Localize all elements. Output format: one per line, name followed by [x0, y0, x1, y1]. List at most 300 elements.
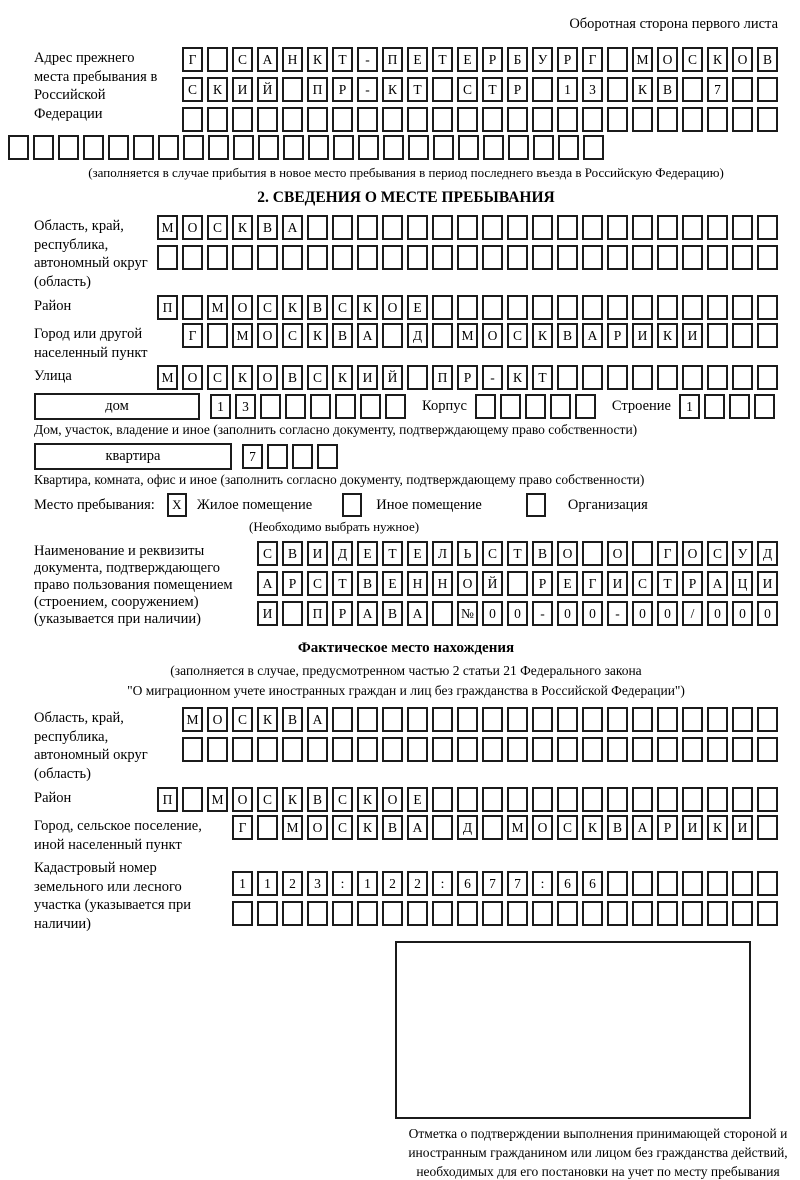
char-cell[interactable]	[582, 707, 603, 732]
char-cell[interactable]	[307, 215, 328, 240]
char-cell[interactable]	[307, 737, 328, 762]
char-cell[interactable]	[550, 394, 571, 419]
char-cell[interactable]: В	[257, 215, 278, 240]
char-cell[interactable]: О	[657, 47, 678, 72]
char-cell[interactable]: С	[207, 365, 228, 390]
char-cell[interactable]: Ь	[457, 541, 478, 566]
char-cell[interactable]: 0	[707, 601, 728, 626]
char-cell[interactable]: 0	[657, 601, 678, 626]
char-cell[interactable]	[332, 215, 353, 240]
char-cell[interactable]	[507, 295, 528, 320]
char-cell[interactable]: Т	[382, 541, 403, 566]
char-cell[interactable]: К	[507, 365, 528, 390]
char-cell[interactable]: 1	[232, 871, 253, 896]
char-cell[interactable]: С	[257, 541, 278, 566]
checkbox-organization[interactable]	[526, 493, 546, 517]
char-cell[interactable]	[482, 901, 503, 926]
char-cell[interactable]: В	[607, 815, 628, 840]
char-cell[interactable]	[357, 107, 378, 132]
char-cell[interactable]	[732, 107, 753, 132]
char-cell[interactable]: С	[682, 47, 703, 72]
char-cell[interactable]	[432, 815, 453, 840]
char-cell[interactable]: Д	[757, 541, 778, 566]
char-cell[interactable]	[682, 871, 703, 896]
char-cell[interactable]	[632, 787, 653, 812]
char-cell[interactable]: -	[482, 365, 503, 390]
char-cell[interactable]	[657, 737, 678, 762]
char-cell[interactable]	[557, 737, 578, 762]
char-cell[interactable]	[267, 444, 288, 469]
char-cell[interactable]	[682, 707, 703, 732]
char-cell[interactable]	[632, 541, 653, 566]
char-cell[interactable]: М	[207, 295, 228, 320]
char-cell[interactable]: Й	[257, 77, 278, 102]
char-cell[interactable]	[457, 707, 478, 732]
char-cell[interactable]	[332, 737, 353, 762]
char-cell[interactable]	[482, 737, 503, 762]
char-cell[interactable]: Н	[407, 571, 428, 596]
char-cell[interactable]	[632, 871, 653, 896]
char-cell[interactable]	[707, 365, 728, 390]
char-cell[interactable]: С	[257, 295, 278, 320]
char-cell[interactable]	[682, 245, 703, 270]
char-cell[interactable]	[282, 737, 303, 762]
char-cell[interactable]: М	[157, 365, 178, 390]
char-cell[interactable]	[582, 107, 603, 132]
char-cell[interactable]: К	[707, 815, 728, 840]
char-cell[interactable]	[182, 787, 203, 812]
char-cell[interactable]: О	[607, 541, 628, 566]
char-cell[interactable]: Т	[432, 47, 453, 72]
char-cell[interactable]	[507, 571, 528, 596]
char-cell[interactable]	[632, 295, 653, 320]
char-cell[interactable]	[157, 245, 178, 270]
char-cell[interactable]	[707, 245, 728, 270]
char-cell[interactable]: А	[257, 47, 278, 72]
char-cell[interactable]: 1	[257, 871, 278, 896]
char-cell[interactable]	[525, 394, 546, 419]
char-cell[interactable]	[383, 135, 404, 160]
char-cell[interactable]: И	[232, 77, 253, 102]
char-cell[interactable]: С	[232, 707, 253, 732]
char-cell[interactable]: А	[582, 323, 603, 348]
char-cell[interactable]	[83, 135, 104, 160]
char-cell[interactable]: 1	[357, 871, 378, 896]
char-cell[interactable]	[332, 901, 353, 926]
char-cell[interactable]: О	[532, 815, 553, 840]
char-cell[interactable]: С	[207, 215, 228, 240]
char-cell[interactable]: О	[232, 787, 253, 812]
char-cell[interactable]	[357, 737, 378, 762]
char-cell[interactable]: 0	[507, 601, 528, 626]
char-cell[interactable]: Ц	[732, 571, 753, 596]
char-cell[interactable]	[407, 737, 428, 762]
char-cell[interactable]	[757, 295, 778, 320]
char-cell[interactable]	[757, 77, 778, 102]
char-cell[interactable]: И	[607, 571, 628, 596]
char-cell[interactable]: Е	[557, 571, 578, 596]
char-cell[interactable]	[532, 737, 553, 762]
char-cell[interactable]: О	[382, 295, 403, 320]
char-cell[interactable]	[357, 901, 378, 926]
char-cell[interactable]	[532, 787, 553, 812]
char-cell[interactable]: Т	[532, 365, 553, 390]
char-cell[interactable]: О	[257, 365, 278, 390]
char-cell[interactable]: А	[257, 571, 278, 596]
char-cell[interactable]	[407, 107, 428, 132]
char-cell[interactable]	[257, 245, 278, 270]
char-cell[interactable]	[757, 871, 778, 896]
char-cell[interactable]	[232, 107, 253, 132]
char-cell[interactable]: О	[257, 323, 278, 348]
char-cell[interactable]	[558, 135, 579, 160]
char-cell[interactable]	[507, 787, 528, 812]
char-cell[interactable]: :	[532, 871, 553, 896]
char-cell[interactable]: Р	[332, 77, 353, 102]
char-cell[interactable]	[432, 323, 453, 348]
char-cell[interactable]: М	[232, 323, 253, 348]
char-cell[interactable]	[532, 215, 553, 240]
char-cell[interactable]: Т	[332, 571, 353, 596]
char-cell[interactable]	[557, 107, 578, 132]
char-cell[interactable]: :	[332, 871, 353, 896]
char-cell[interactable]	[607, 47, 628, 72]
char-cell[interactable]: Р	[282, 571, 303, 596]
char-cell[interactable]	[754, 394, 775, 419]
char-cell[interactable]	[732, 787, 753, 812]
char-cell[interactable]: Д	[407, 323, 428, 348]
char-cell[interactable]: 7	[242, 444, 263, 469]
char-cell[interactable]: Г	[582, 571, 603, 596]
char-cell[interactable]: У	[532, 47, 553, 72]
char-cell[interactable]: Г	[232, 815, 253, 840]
char-cell[interactable]	[507, 901, 528, 926]
char-cell[interactable]	[532, 107, 553, 132]
char-cell[interactable]: Т	[507, 541, 528, 566]
char-cell[interactable]	[432, 601, 453, 626]
char-cell[interactable]	[482, 787, 503, 812]
char-cell[interactable]	[707, 323, 728, 348]
char-cell[interactable]	[582, 737, 603, 762]
char-cell[interactable]	[507, 707, 528, 732]
char-cell[interactable]: Е	[357, 541, 378, 566]
char-cell[interactable]: Е	[407, 295, 428, 320]
char-cell[interactable]	[657, 245, 678, 270]
char-cell[interactable]: М	[632, 47, 653, 72]
char-cell[interactable]: Т	[332, 47, 353, 72]
checkbox-residential[interactable]: X	[167, 493, 187, 517]
char-cell[interactable]	[607, 787, 628, 812]
char-cell[interactable]	[582, 295, 603, 320]
char-cell[interactable]	[407, 901, 428, 926]
char-cell[interactable]	[332, 107, 353, 132]
char-cell[interactable]	[500, 394, 521, 419]
char-cell[interactable]	[432, 107, 453, 132]
char-cell[interactable]	[732, 295, 753, 320]
char-cell[interactable]: 3	[582, 77, 603, 102]
char-cell[interactable]: 1	[679, 394, 700, 419]
char-cell[interactable]: С	[507, 323, 528, 348]
char-cell[interactable]: С	[632, 571, 653, 596]
char-cell[interactable]: 1	[210, 394, 231, 419]
char-cell[interactable]: Н	[282, 47, 303, 72]
char-cell[interactable]	[583, 135, 604, 160]
char-cell[interactable]: В	[757, 47, 778, 72]
char-cell[interactable]	[707, 107, 728, 132]
char-cell[interactable]: И	[757, 571, 778, 596]
char-cell[interactable]	[407, 707, 428, 732]
char-cell[interactable]	[532, 901, 553, 926]
char-cell[interactable]	[308, 135, 329, 160]
char-cell[interactable]	[657, 901, 678, 926]
char-cell[interactable]: В	[382, 601, 403, 626]
char-cell[interactable]	[607, 295, 628, 320]
char-cell[interactable]: О	[482, 323, 503, 348]
char-cell[interactable]: 0	[557, 601, 578, 626]
char-cell[interactable]: П	[307, 77, 328, 102]
char-cell[interactable]	[182, 107, 203, 132]
char-cell[interactable]: №	[457, 601, 478, 626]
char-cell[interactable]: А	[707, 571, 728, 596]
char-cell[interactable]	[432, 245, 453, 270]
char-cell[interactable]	[183, 135, 204, 160]
char-cell[interactable]	[432, 737, 453, 762]
char-cell[interactable]: П	[157, 787, 178, 812]
char-cell[interactable]	[475, 394, 496, 419]
char-cell[interactable]	[282, 107, 303, 132]
char-cell[interactable]	[433, 135, 454, 160]
char-cell[interactable]	[682, 295, 703, 320]
char-cell[interactable]: О	[557, 541, 578, 566]
char-cell[interactable]	[682, 215, 703, 240]
char-cell[interactable]	[432, 215, 453, 240]
char-cell[interactable]	[508, 135, 529, 160]
char-cell[interactable]	[632, 245, 653, 270]
char-cell[interactable]	[257, 901, 278, 926]
char-cell[interactable]: Р	[457, 365, 478, 390]
char-cell[interactable]	[285, 394, 306, 419]
char-cell[interactable]: Й	[382, 365, 403, 390]
char-cell[interactable]: -	[357, 77, 378, 102]
char-cell[interactable]	[757, 245, 778, 270]
char-cell[interactable]: Д	[457, 815, 478, 840]
char-cell[interactable]	[260, 394, 281, 419]
char-cell[interactable]: П	[382, 47, 403, 72]
char-cell[interactable]: 7	[482, 871, 503, 896]
char-cell[interactable]: К	[282, 295, 303, 320]
char-cell[interactable]	[657, 295, 678, 320]
char-cell[interactable]: В	[357, 571, 378, 596]
char-cell[interactable]: Р	[507, 77, 528, 102]
char-cell[interactable]	[232, 245, 253, 270]
char-cell[interactable]: Т	[482, 77, 503, 102]
char-cell[interactable]	[575, 394, 596, 419]
char-cell[interactable]	[158, 135, 179, 160]
char-cell[interactable]	[732, 707, 753, 732]
char-cell[interactable]	[757, 215, 778, 240]
char-cell[interactable]	[58, 135, 79, 160]
char-cell[interactable]	[582, 215, 603, 240]
char-cell[interactable]	[557, 365, 578, 390]
char-cell[interactable]	[657, 707, 678, 732]
char-cell[interactable]: А	[307, 707, 328, 732]
char-cell[interactable]	[704, 394, 725, 419]
char-cell[interactable]	[607, 737, 628, 762]
char-cell[interactable]	[182, 737, 203, 762]
char-cell[interactable]: К	[332, 365, 353, 390]
char-cell[interactable]	[382, 323, 403, 348]
char-cell[interactable]	[607, 871, 628, 896]
char-cell[interactable]	[607, 215, 628, 240]
char-cell[interactable]	[282, 901, 303, 926]
char-cell[interactable]	[732, 245, 753, 270]
char-cell[interactable]	[257, 737, 278, 762]
char-cell[interactable]	[482, 295, 503, 320]
char-cell[interactable]	[632, 707, 653, 732]
char-cell[interactable]	[607, 707, 628, 732]
char-cell[interactable]: Г	[582, 47, 603, 72]
char-cell[interactable]	[682, 77, 703, 102]
char-cell[interactable]	[682, 737, 703, 762]
char-cell[interactable]	[707, 787, 728, 812]
char-cell[interactable]: С	[457, 77, 478, 102]
char-cell[interactable]	[257, 107, 278, 132]
char-cell[interactable]	[757, 737, 778, 762]
char-cell[interactable]: С	[307, 571, 328, 596]
char-cell[interactable]	[407, 215, 428, 240]
char-cell[interactable]	[607, 901, 628, 926]
char-cell[interactable]: К	[707, 47, 728, 72]
char-cell[interactable]	[382, 107, 403, 132]
char-cell[interactable]	[432, 77, 453, 102]
char-cell[interactable]: Р	[682, 571, 703, 596]
char-cell[interactable]	[292, 444, 313, 469]
char-cell[interactable]: С	[257, 787, 278, 812]
char-cell[interactable]: К	[257, 707, 278, 732]
char-cell[interactable]	[557, 295, 578, 320]
char-cell[interactable]	[458, 135, 479, 160]
char-cell[interactable]	[657, 215, 678, 240]
char-cell[interactable]	[682, 365, 703, 390]
char-cell[interactable]	[207, 323, 228, 348]
char-cell[interactable]	[707, 295, 728, 320]
char-cell[interactable]	[757, 815, 778, 840]
char-cell[interactable]	[682, 787, 703, 812]
char-cell[interactable]	[532, 245, 553, 270]
char-cell[interactable]: К	[207, 77, 228, 102]
char-cell[interactable]	[632, 215, 653, 240]
char-cell[interactable]: -	[607, 601, 628, 626]
char-cell[interactable]	[732, 77, 753, 102]
char-cell[interactable]: 6	[557, 871, 578, 896]
char-cell[interactable]	[757, 707, 778, 732]
char-cell[interactable]: :	[432, 871, 453, 896]
char-cell[interactable]	[757, 901, 778, 926]
char-cell[interactable]	[8, 135, 29, 160]
char-cell[interactable]	[108, 135, 129, 160]
char-cell[interactable]	[557, 787, 578, 812]
char-cell[interactable]	[732, 871, 753, 896]
char-cell[interactable]	[483, 135, 504, 160]
char-cell[interactable]	[657, 871, 678, 896]
char-cell[interactable]	[232, 901, 253, 926]
char-cell[interactable]: Л	[432, 541, 453, 566]
char-cell[interactable]: Р	[607, 323, 628, 348]
char-cell[interactable]	[432, 707, 453, 732]
char-cell[interactable]: -	[357, 47, 378, 72]
char-cell[interactable]: К	[357, 295, 378, 320]
char-cell[interactable]	[358, 135, 379, 160]
char-cell[interactable]	[582, 787, 603, 812]
char-cell[interactable]: 0	[757, 601, 778, 626]
char-cell[interactable]	[582, 541, 603, 566]
char-cell[interactable]	[757, 323, 778, 348]
char-cell[interactable]: В	[657, 77, 678, 102]
char-cell[interactable]: Р	[332, 601, 353, 626]
char-cell[interactable]	[533, 135, 554, 160]
char-cell[interactable]: В	[557, 323, 578, 348]
char-cell[interactable]: Г	[182, 323, 203, 348]
char-cell[interactable]	[283, 135, 304, 160]
char-cell[interactable]: А	[357, 601, 378, 626]
char-cell[interactable]: И	[307, 541, 328, 566]
char-cell[interactable]	[357, 215, 378, 240]
char-cell[interactable]	[33, 135, 54, 160]
char-cell[interactable]	[257, 815, 278, 840]
char-cell[interactable]: 7	[707, 77, 728, 102]
char-cell[interactable]	[207, 107, 228, 132]
char-cell[interactable]: П	[307, 601, 328, 626]
char-cell[interactable]	[407, 245, 428, 270]
char-cell[interactable]: 2	[282, 871, 303, 896]
char-cell[interactable]	[557, 245, 578, 270]
char-cell[interactable]	[632, 737, 653, 762]
char-cell[interactable]	[333, 135, 354, 160]
char-cell[interactable]	[457, 295, 478, 320]
char-cell[interactable]	[457, 245, 478, 270]
char-cell[interactable]	[732, 737, 753, 762]
char-cell[interactable]	[507, 215, 528, 240]
char-cell[interactable]: 2	[382, 871, 403, 896]
char-cell[interactable]: 3	[235, 394, 256, 419]
char-cell[interactable]	[332, 707, 353, 732]
char-cell[interactable]: В	[282, 365, 303, 390]
char-cell[interactable]: В	[282, 541, 303, 566]
char-cell[interactable]: 2	[407, 871, 428, 896]
char-cell[interactable]	[607, 245, 628, 270]
char-cell[interactable]: К	[382, 77, 403, 102]
char-cell[interactable]	[632, 901, 653, 926]
char-cell[interactable]: С	[332, 787, 353, 812]
char-cell[interactable]	[707, 707, 728, 732]
char-cell[interactable]	[657, 107, 678, 132]
char-cell[interactable]	[332, 245, 353, 270]
char-cell[interactable]: К	[232, 365, 253, 390]
char-cell[interactable]: С	[482, 541, 503, 566]
char-cell[interactable]: С	[182, 77, 203, 102]
char-cell[interactable]: К	[307, 323, 328, 348]
char-cell[interactable]: Р	[482, 47, 503, 72]
char-cell[interactable]	[482, 215, 503, 240]
char-cell[interactable]: О	[307, 815, 328, 840]
char-cell[interactable]: В	[532, 541, 553, 566]
char-cell[interactable]	[307, 107, 328, 132]
char-cell[interactable]: О	[182, 365, 203, 390]
char-cell[interactable]	[732, 323, 753, 348]
char-cell[interactable]	[457, 787, 478, 812]
char-cell[interactable]: 6	[457, 871, 478, 896]
char-cell[interactable]: Е	[457, 47, 478, 72]
